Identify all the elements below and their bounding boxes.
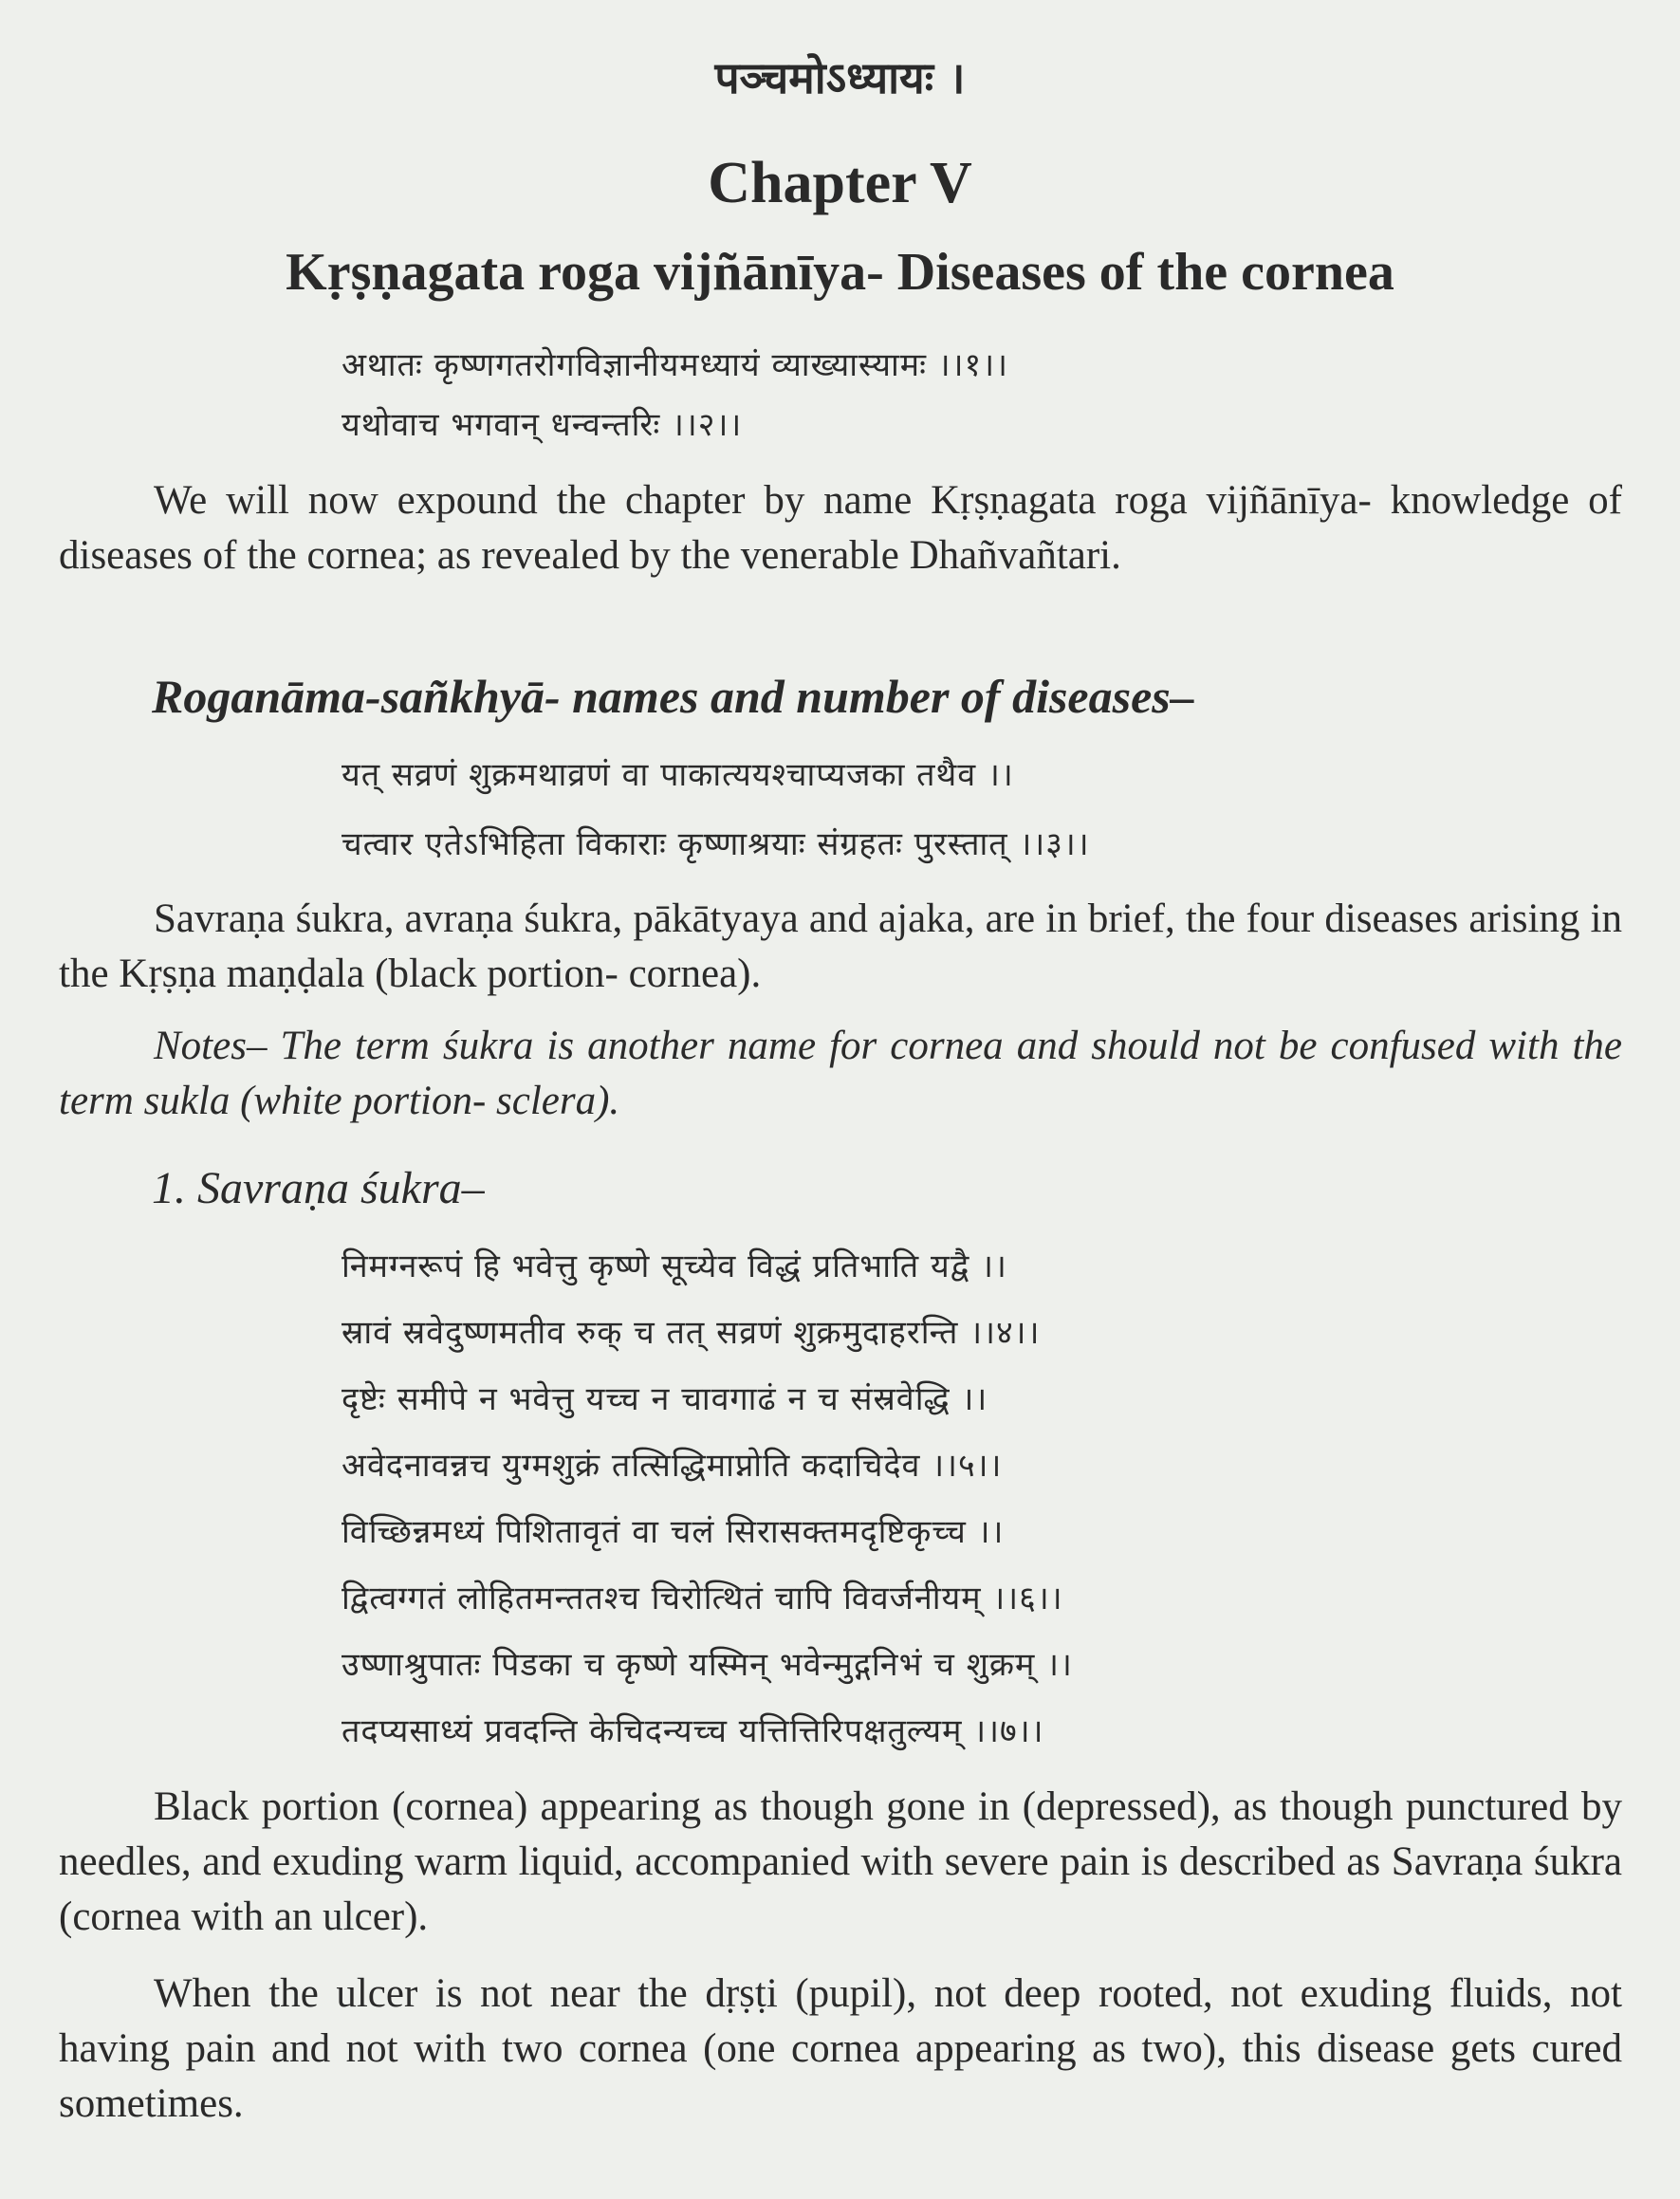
verse-line-2: स्रावं स्रवेदुष्णमतीव रुक् च तत् सव्रणं शुक्रमुदाहरन्ति ।।४।।: [342, 1314, 1041, 1352]
subsection-heading: 1. Savraṇa śukra–: [152, 1163, 485, 1213]
ulcer-paragraph: Black portion (cornea) appearing as though gone in (depressed), as though punctured by needles, and exuding warm liquid, accompanied with severe pain is described as Savraṇa śukra (cornea with an ulcer).: [59, 1784, 1622, 1939]
section-verse-2: चत्वार एतेऽभिहिता विकाराः कृष्णाश्रयाः संग्रहतः पुरस्तात् ।।३।।: [342, 825, 1090, 863]
intro-verse-2: यथोवाच भगवान् धन्वन्तरिः ।।२।।: [342, 406, 743, 444]
intro-verse-1: अथातः कृष्णगतरोगविज्ञानीयमध्यायं व्याख्यास्यामः ।।१।।: [342, 346, 1009, 384]
verse-line-4: अवेदनावन्नच युग्मशुक्रं तत्सिद्धिमाप्नोति कदाचिदेव ।।५।।: [342, 1447, 1003, 1485]
notes-text: The term śukra is another name for cornea and should not be confused with the term sukla (white portion- sclera).: [59, 1024, 1622, 1123]
verse-line-7: उष्णाश्रुपातः पिडका च कृष्णे यस्मिन् भवेन्मुद्गनिभं च शुक्रम् ।।: [342, 1646, 1073, 1684]
section-paragraph: Savraṇa śukra, avraṇa śukra, pākātyaya and ajaka, are in brief, the four diseases arising in the Kṛṣṇa maṇḍala (black portion- cornea).: [59, 896, 1622, 996]
notes-paragraph: [59, 1019, 1622, 1129]
verse-line-1: निमग्नरूपं हि भवेत्तु कृष्णे सूच्येव विद्धं प्रतिभाति यद्वै ।।: [342, 1247, 1007, 1285]
devanagari-chapter-title: पञ्चमोऽध्यायः ।: [714, 52, 966, 103]
section-heading: Roganāma-sañkhyā- names and number of diseases–: [152, 670, 1194, 723]
verse-line-5: विच्छिन्नमध्यं पिशितावृतं वा चलं सिरासक्तमदृष्टिकृच्च ।।: [342, 1513, 1005, 1551]
verse-line-3: दृष्टेः समीपे न भवेत्तु यच्च न चावगाढं न च संस्रवेद्धि ।।: [342, 1380, 988, 1418]
cure-paragraph: When the ulcer is not near the dṛṣṭi (pupil), not deep rooted, not exuding fluids, not having pain and not with two cornea (one cornea appearing as two), this disease gets cured sometimes.: [59, 1971, 1622, 2126]
intro-paragraph: We will now expound the chapter by name Kṛṣṇagata roga vijñānīya- knowledge of diseases of the cornea; as revealed by the venerable Dhañvañtari.: [59, 478, 1622, 578]
notes-label: Notes–: [154, 1024, 268, 1068]
chapter-title: Chapter V: [708, 151, 972, 215]
verse-line-6: द्वित्वग्गतं लोहितमन्ततश्च चिरोत्थितं चापि विवर्जनीयम् ।।६।।: [342, 1580, 1063, 1617]
verse-line-8: तदप्यसाध्यं प्रवदन्ति केचिदन्यच्च यत्तित्तिरिपक्षतुल्यम् ।।७।।: [342, 1712, 1044, 1750]
section-verse-1: यत् सव्रणं शुक्रमथाव्रणं वा पाकात्ययश्चाप्यजका तथैव ।।: [342, 756, 1014, 794]
chapter-subtitle: Kṛṣṇagata roga vijñānīya- Diseases of the cornea: [286, 243, 1394, 302]
